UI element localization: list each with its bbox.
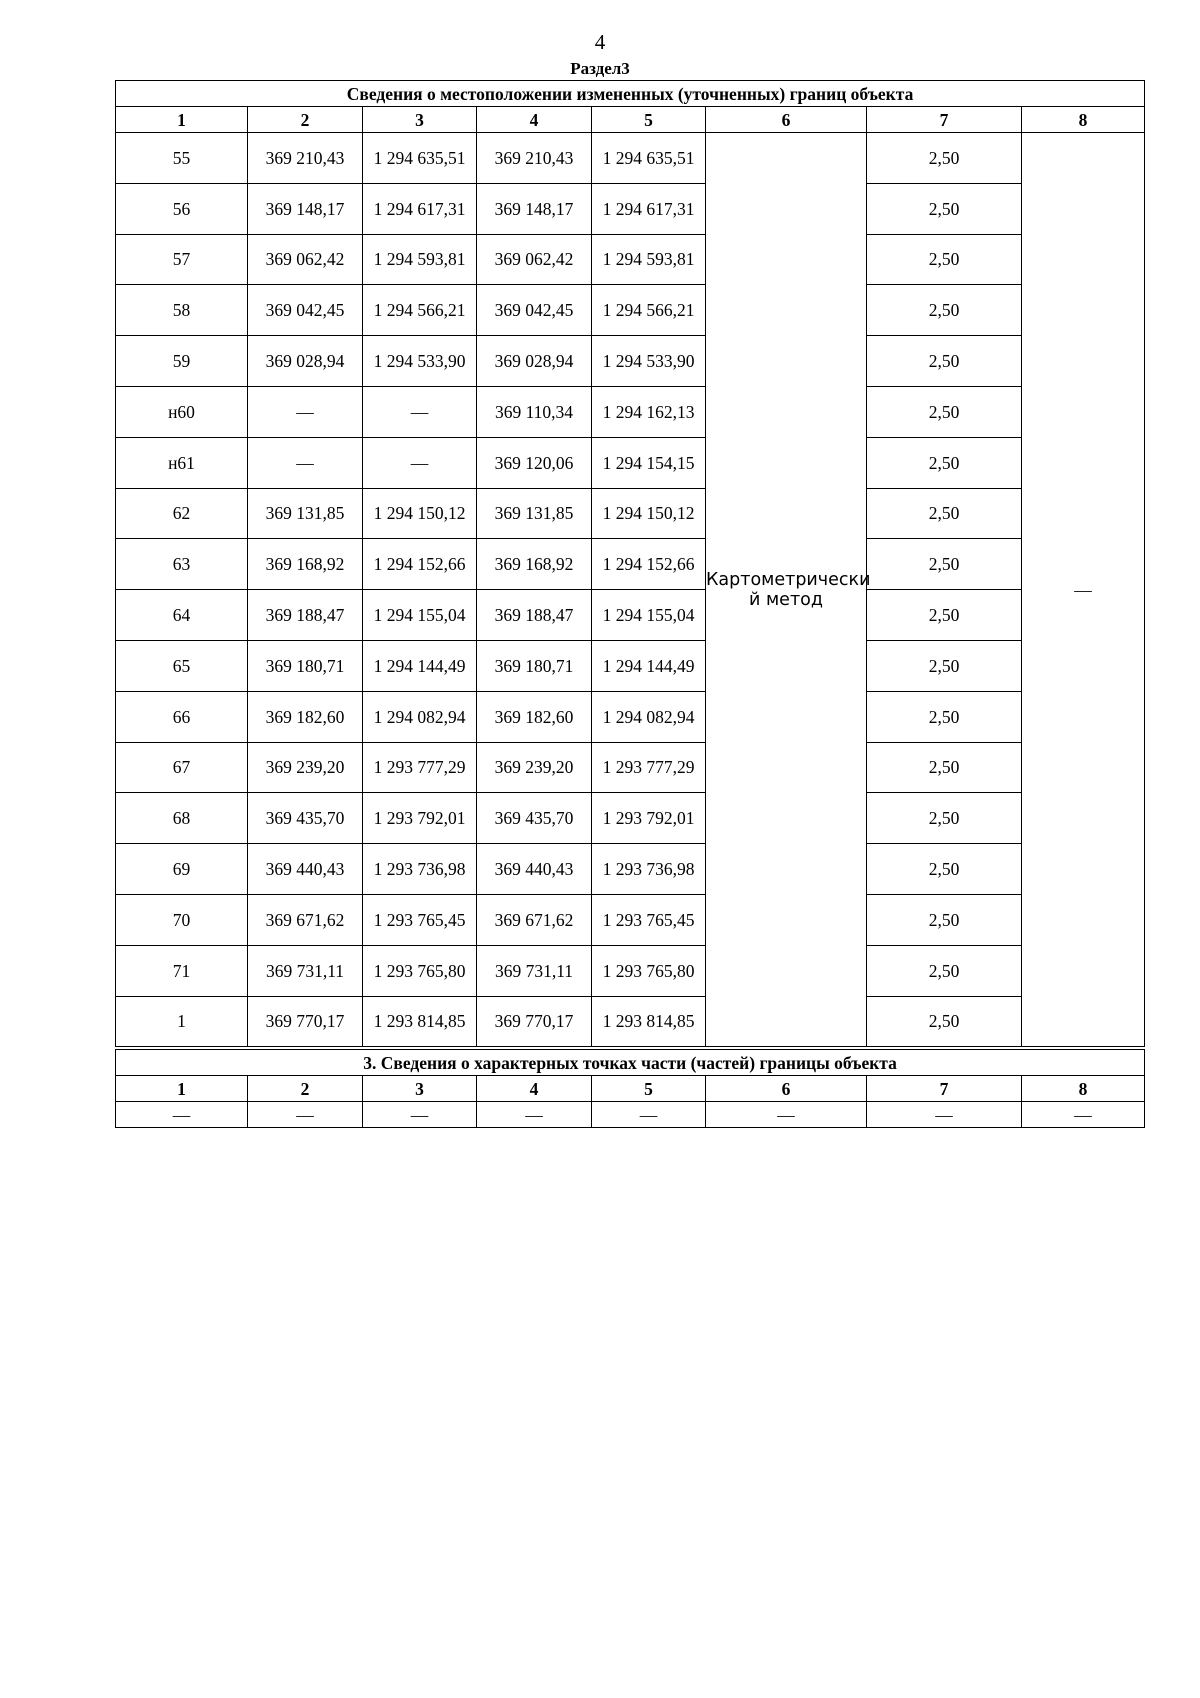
table-row: [116, 844, 1145, 895]
refined-y-cell: 1 293 792,01: [592, 793, 706, 844]
parts-points-table: [115, 1049, 1145, 1128]
refined-y-cell: 1 294 593,81: [592, 234, 706, 285]
existing-y-cell: 1 294 155,04: [363, 590, 477, 641]
refined-y-cell: 1 294 155,04: [592, 590, 706, 641]
existing-y-cell: 1 294 593,81: [363, 234, 477, 285]
refined-x-cell: 369 182,60: [477, 691, 592, 742]
existing-y-cell: —: [363, 386, 477, 437]
refined-y-cell: 1 293 777,29: [592, 742, 706, 793]
column-header: 3: [363, 1076, 477, 1102]
coordinates-table-body: [116, 81, 1145, 1047]
existing-x-cell: 369 180,71: [248, 640, 363, 691]
accuracy-cell: 2,50: [867, 183, 1022, 234]
table-cell: —: [706, 1102, 867, 1128]
table-caption-row: [116, 81, 1145, 107]
accuracy-cell: 2,50: [867, 539, 1022, 590]
accuracy-cell: 2,50: [867, 285, 1022, 336]
accuracy-cell: 2,50: [867, 742, 1022, 793]
refined-x-cell: 369 770,17: [477, 996, 592, 1047]
table-row: [116, 742, 1145, 793]
existing-y-cell: 1 294 144,49: [363, 640, 477, 691]
column-header: 7: [867, 1076, 1022, 1102]
existing-x-cell: 369 731,11: [248, 945, 363, 996]
accuracy-cell: 2,50: [867, 437, 1022, 488]
point-number-cell: 59: [116, 336, 248, 387]
column-header: 8: [1022, 1076, 1145, 1102]
table-row: [116, 1102, 1145, 1128]
existing-x-cell: 369 182,60: [248, 691, 363, 742]
existing-y-cell: 1 293 765,45: [363, 894, 477, 945]
refined-x-cell: 369 731,11: [477, 945, 592, 996]
column-header: 5: [592, 1076, 706, 1102]
table-row: [116, 894, 1145, 945]
refined-x-cell: 369 042,45: [477, 285, 592, 336]
column-header: 6: [706, 107, 867, 133]
existing-y-cell: 1 293 765,80: [363, 945, 477, 996]
point-number-cell: 62: [116, 488, 248, 539]
point-number-cell: 67: [116, 742, 248, 793]
accuracy-cell: 2,50: [867, 793, 1022, 844]
existing-x-cell: 369 168,92: [248, 539, 363, 590]
refined-x-cell: 369 210,43: [477, 133, 592, 184]
existing-y-cell: 1 293 792,01: [363, 793, 477, 844]
refined-y-cell: 1 294 533,90: [592, 336, 706, 387]
page-number: 4: [594, 30, 606, 54]
existing-x-cell: 369 435,70: [248, 793, 363, 844]
point-number-cell: н61: [116, 437, 248, 488]
existing-x-cell: 369 440,43: [248, 844, 363, 895]
table-header-row: [116, 107, 1145, 133]
table-row: [116, 488, 1145, 539]
point-number-cell: 64: [116, 590, 248, 641]
refined-x-cell: 369 188,47: [477, 590, 592, 641]
point-number-cell: 1: [116, 996, 248, 1047]
accuracy-cell: 2,50: [867, 844, 1022, 895]
point-number-cell: 55: [116, 133, 248, 184]
refined-x-cell: 369 168,92: [477, 539, 592, 590]
refined-y-cell: 1 294 152,66: [592, 539, 706, 590]
accuracy-cell: 2,50: [867, 488, 1022, 539]
column-header: 1: [116, 107, 248, 133]
point-number-cell: н60: [116, 386, 248, 437]
table-cell: —: [477, 1102, 592, 1128]
accuracy-cell: 2,50: [867, 996, 1022, 1047]
column-header: 5: [592, 107, 706, 133]
refined-y-cell: 1 294 082,94: [592, 691, 706, 742]
column-header: 6: [706, 1076, 867, 1102]
refined-x-cell: 369 440,43: [477, 844, 592, 895]
refined-y-cell: 1 294 144,49: [592, 640, 706, 691]
table-caption: Сведения о местоположении измененных (уточненных) границ объекта: [116, 81, 1145, 107]
table-header-row: [116, 1076, 1145, 1102]
refined-y-cell: 1 294 566,21: [592, 285, 706, 336]
refined-x-cell: 369 148,17: [477, 183, 592, 234]
table-row: [116, 691, 1145, 742]
point-number-cell: 57: [116, 234, 248, 285]
refined-y-cell: 1 293 765,45: [592, 894, 706, 945]
table-cell: —: [867, 1102, 1022, 1128]
refined-x-cell: 369 671,62: [477, 894, 592, 945]
point-number-cell: 68: [116, 793, 248, 844]
existing-x-cell: 369 239,20: [248, 742, 363, 793]
existing-x-cell: 369 062,42: [248, 234, 363, 285]
coordinates-table: [115, 80, 1145, 1047]
existing-y-cell: 1 294 082,94: [363, 691, 477, 742]
parts-points-table-body: [116, 1050, 1145, 1128]
existing-x-cell: 369 210,43: [248, 133, 363, 184]
table-row: [116, 437, 1145, 488]
table-cell: —: [1022, 1102, 1145, 1128]
point-number-cell: 65: [116, 640, 248, 691]
refined-y-cell: 1 294 150,12: [592, 488, 706, 539]
accuracy-cell: 2,50: [867, 894, 1022, 945]
accuracy-cell: 2,50: [867, 945, 1022, 996]
refined-y-cell: 1 293 736,98: [592, 844, 706, 895]
refined-x-cell: 369 131,85: [477, 488, 592, 539]
refined-x-cell: 369 062,42: [477, 234, 592, 285]
table-row: [116, 285, 1145, 336]
existing-y-cell: 1 294 150,12: [363, 488, 477, 539]
refined-y-cell: 1 293 814,85: [592, 996, 706, 1047]
point-number-cell: 71: [116, 945, 248, 996]
refined-y-cell: 1 294 162,13: [592, 386, 706, 437]
table-row: [116, 793, 1145, 844]
refined-y-cell: 1 293 765,80: [592, 945, 706, 996]
existing-y-cell: 1 293 777,29: [363, 742, 477, 793]
column-header: 3: [363, 107, 477, 133]
point-number-cell: 69: [116, 844, 248, 895]
existing-x-cell: 369 028,94: [248, 336, 363, 387]
refined-y-cell: 1 294 617,31: [592, 183, 706, 234]
existing-y-cell: 1 293 814,85: [363, 996, 477, 1047]
column-header: 1: [116, 1076, 248, 1102]
point-number-cell: 70: [116, 894, 248, 945]
refined-x-cell: 369 180,71: [477, 640, 592, 691]
table-row: [116, 539, 1145, 590]
refined-x-cell: 369 435,70: [477, 793, 592, 844]
column-header: 2: [248, 1076, 363, 1102]
refined-x-cell: 369 110,34: [477, 386, 592, 437]
refined-x-cell: 369 028,94: [477, 336, 592, 387]
accuracy-cell: 2,50: [867, 336, 1022, 387]
column-header: 2: [248, 107, 363, 133]
point-number-cell: 63: [116, 539, 248, 590]
column-header: 4: [477, 107, 592, 133]
existing-y-cell: 1 294 566,21: [363, 285, 477, 336]
existing-x-cell: 369 770,17: [248, 996, 363, 1047]
point-number-cell: 58: [116, 285, 248, 336]
description-cell: —: [1022, 133, 1145, 1047]
accuracy-cell: 2,50: [867, 133, 1022, 184]
accuracy-cell: 2,50: [867, 691, 1022, 742]
section-title: Раздел3: [570, 59, 630, 78]
existing-y-cell: 1 293 736,98: [363, 844, 477, 895]
existing-y-cell: 1 294 533,90: [363, 336, 477, 387]
column-header: 8: [1022, 107, 1145, 133]
existing-y-cell: 1 294 617,31: [363, 183, 477, 234]
table-row: [116, 386, 1145, 437]
table-row: [116, 133, 1145, 184]
accuracy-cell: 2,50: [867, 590, 1022, 641]
existing-x-cell: —: [248, 386, 363, 437]
existing-y-cell: —: [363, 437, 477, 488]
table-row: [116, 234, 1145, 285]
refined-y-cell: 1 294 154,15: [592, 437, 706, 488]
existing-y-cell: 1 294 635,51: [363, 133, 477, 184]
point-number-cell: 66: [116, 691, 248, 742]
table-row: [116, 996, 1145, 1047]
table-cell: —: [363, 1102, 477, 1128]
existing-x-cell: —: [248, 437, 363, 488]
accuracy-cell: 2,50: [867, 234, 1022, 285]
existing-x-cell: 369 042,45: [248, 285, 363, 336]
existing-x-cell: 369 148,17: [248, 183, 363, 234]
column-header: 7: [867, 107, 1022, 133]
table-cell: —: [248, 1102, 363, 1128]
refined-x-cell: 369 239,20: [477, 742, 592, 793]
column-header: 4: [477, 1076, 592, 1102]
table-row: [116, 590, 1145, 641]
table-row: [116, 183, 1145, 234]
existing-x-cell: 369 131,85: [248, 488, 363, 539]
table-caption: 3. Сведения о характерных точках части (частей) границы объекта: [116, 1050, 1145, 1076]
table-row: [116, 336, 1145, 387]
table-cell: —: [116, 1102, 248, 1128]
refined-x-cell: 369 120,06: [477, 437, 592, 488]
accuracy-cell: 2,50: [867, 386, 1022, 437]
table-row: [116, 945, 1145, 996]
existing-x-cell: 369 671,62: [248, 894, 363, 945]
table-caption-row: [116, 1050, 1145, 1076]
table-cell: —: [592, 1102, 706, 1128]
point-number-cell: 56: [116, 183, 248, 234]
method-cell: Картометрически й метод: [706, 133, 867, 1047]
refined-y-cell: 1 294 635,51: [592, 133, 706, 184]
accuracy-cell: 2,50: [867, 640, 1022, 691]
existing-y-cell: 1 294 152,66: [363, 539, 477, 590]
existing-x-cell: 369 188,47: [248, 590, 363, 641]
table-row: [116, 640, 1145, 691]
